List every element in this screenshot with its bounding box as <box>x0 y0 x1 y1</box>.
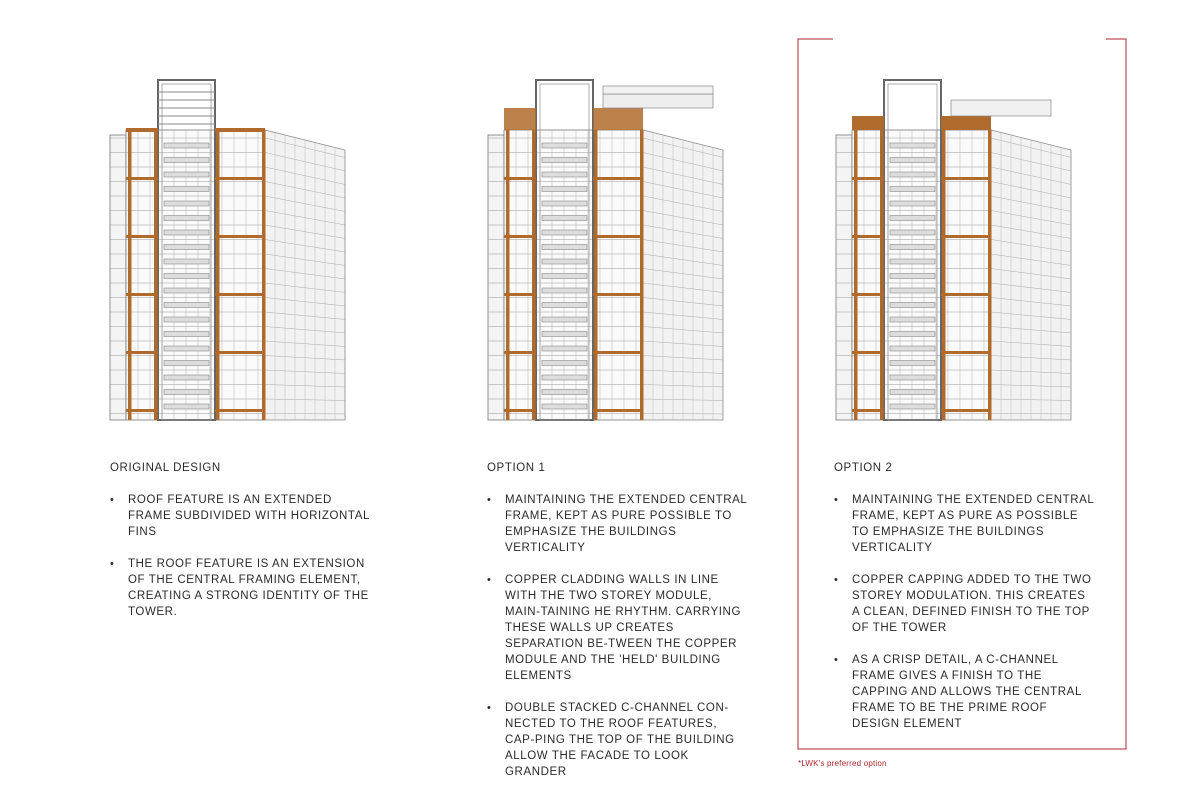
balcony <box>890 288 935 293</box>
balcony <box>164 361 209 366</box>
balcony <box>890 143 935 148</box>
balcony <box>542 259 587 264</box>
copper-roof-band <box>126 128 158 132</box>
copper-band <box>215 235 265 238</box>
balcony <box>542 143 587 148</box>
copper-band <box>852 235 884 238</box>
copper-band <box>215 293 265 296</box>
column-heading: OPTION 1 <box>487 460 749 476</box>
copper-pier <box>988 130 992 420</box>
balcony <box>890 303 935 308</box>
balcony <box>890 375 935 380</box>
copper-pier <box>640 130 644 420</box>
balcony <box>542 346 587 351</box>
bullet-item: • THE ROOF FEATURE IS AN EXTENSION OF THE CENTRAL FRAMING ELEMENT, CREATING A STRONG IDENTITY OF THE TOWER. <box>110 556 370 620</box>
balcony <box>542 361 587 366</box>
copper-band <box>852 409 884 412</box>
balcony <box>164 187 209 192</box>
copper-band <box>504 293 536 296</box>
copper-band <box>941 351 991 354</box>
copper-pier <box>594 130 598 420</box>
bullet-item: • COPPER CAPPING ADDED TO THE TWO STOREY MODULATION. THIS CREATES A CLEAN, DEFINED FINISH TO THE TOP OF THE TOWER <box>834 572 1096 636</box>
copper-band <box>504 177 536 180</box>
copper-band <box>215 177 265 180</box>
balcony <box>164 288 209 293</box>
copper-band <box>593 177 643 180</box>
balcony <box>890 187 935 192</box>
copper-band <box>126 409 158 412</box>
caption-option-1 <box>487 460 749 796</box>
balcony <box>542 187 587 192</box>
balcony <box>542 230 587 235</box>
column-heading: OPTION 2 <box>834 460 1096 476</box>
copper-pier <box>532 130 536 420</box>
balcony <box>542 288 587 293</box>
balcony <box>164 375 209 380</box>
balcony <box>890 274 935 279</box>
copper-band <box>126 293 158 296</box>
balcony <box>890 216 935 221</box>
copper-band <box>593 351 643 354</box>
balcony <box>890 245 935 250</box>
balcony <box>890 158 935 163</box>
copper-band <box>941 409 991 412</box>
balcony <box>164 230 209 235</box>
balcony <box>164 303 209 308</box>
balcony <box>890 317 935 322</box>
copper-band <box>215 409 265 412</box>
copper-band <box>941 293 991 296</box>
copper-capping <box>852 116 884 130</box>
balcony <box>542 216 587 221</box>
balcony <box>890 201 935 206</box>
copper-band <box>852 177 884 180</box>
balcony <box>164 245 209 250</box>
bullet-item: • MAINTAINING THE EXTENDED CENTRAL FRAME, KEPT AS PURE POSSIBLE TO EMPHASIZE THE BUILDINGS VERTICALITY <box>487 492 749 556</box>
balcony <box>164 172 209 177</box>
balcony <box>542 303 587 308</box>
balcony <box>164 390 209 395</box>
tower-rendering-option-2 <box>826 70 1086 425</box>
balcony <box>890 404 935 409</box>
copper-pier <box>506 130 510 420</box>
copper-pier <box>942 130 946 420</box>
copper-band <box>504 351 536 354</box>
copper-roof-band <box>215 128 265 132</box>
c-channel <box>603 94 713 108</box>
facade-left <box>110 135 126 420</box>
balcony <box>164 332 209 337</box>
copper-pier <box>154 130 158 420</box>
copper-band <box>593 409 643 412</box>
balcony <box>890 332 935 337</box>
balcony <box>542 201 587 206</box>
balcony <box>164 201 209 206</box>
balcony <box>542 317 587 322</box>
balcony <box>542 390 587 395</box>
copper-band <box>126 177 158 180</box>
c-channel <box>603 86 713 94</box>
copper-capping <box>941 116 991 130</box>
caption-original <box>110 460 370 636</box>
copper-band <box>126 351 158 354</box>
balcony <box>890 230 935 235</box>
balcony <box>164 317 209 322</box>
copper-band <box>504 409 536 412</box>
caption-option-2 <box>834 460 1096 748</box>
balcony <box>542 274 587 279</box>
copper-pier <box>216 130 220 420</box>
preferred-option-note: *LWK's preferred option <box>798 759 887 768</box>
copper-band <box>593 293 643 296</box>
balcony <box>164 216 209 221</box>
column-heading: ORIGINAL DESIGN <box>110 460 370 476</box>
balcony <box>164 346 209 351</box>
copper-pier <box>854 130 858 420</box>
copper-roof-wall <box>504 108 536 130</box>
balcony <box>164 158 209 163</box>
balcony <box>542 245 587 250</box>
copper-band <box>504 235 536 238</box>
copper-band <box>126 235 158 238</box>
copper-pier <box>262 130 266 420</box>
copper-roof-wall <box>593 108 643 130</box>
c-channel <box>951 100 1051 116</box>
copper-pier <box>880 130 884 420</box>
tower-rendering-option-1 <box>478 70 738 425</box>
balcony <box>164 404 209 409</box>
bullet-item: • MAINTAINING THE EXTENDED CENTRAL FRAME, KEPT AS PURE AS POSSIBLE TO EMPHASIZE THE BUILDINGS VERTICALITY <box>834 492 1096 556</box>
copper-pier <box>128 130 132 420</box>
facade-left <box>836 135 852 420</box>
balcony <box>542 332 587 337</box>
bullet-item: • DOUBLE STACKED C-CHANNEL CON-NECTED TO THE ROOF FEATURES, CAP-PING THE TOP OF THE BUILDING ALLOW THE FACADE TO LOOK GRANDER <box>487 700 749 780</box>
balcony <box>542 172 587 177</box>
bullet-item: • COPPER CLADDING WALLS IN LINE WITH THE TWO STOREY MODULE, MAIN-TAINING HE RHYTHM. CARRYING THESE WALLS UP CREATES SEPARATION BE-TWEEN THE COPPER MODULE AND THE 'HELD' BUILDING ELEMENTS <box>487 572 749 684</box>
copper-band <box>215 351 265 354</box>
balcony <box>890 172 935 177</box>
balcony <box>890 361 935 366</box>
bullet-item: • ROOF FEATURE IS AN EXTENDED FRAME SUBDIVIDED WITH HORIZONTAL FINS <box>110 492 370 540</box>
bullet-item: • AS A CRISP DETAIL, A C-CHANNEL FRAME GIVES A FINISH TO THE CAPPING AND ALLOWS THE CENTRAL FRAME TO BE THE PRIME ROOF DESIGN ELEMENT <box>834 652 1096 732</box>
tower-rendering-original <box>100 70 360 425</box>
balcony <box>890 259 935 264</box>
bullet-list <box>110 492 370 620</box>
balcony <box>542 158 587 163</box>
facade-left <box>488 135 504 420</box>
copper-band <box>941 235 991 238</box>
balcony <box>890 390 935 395</box>
bullet-list <box>487 492 749 780</box>
balcony <box>164 274 209 279</box>
balcony <box>164 143 209 148</box>
copper-band <box>941 177 991 180</box>
bullet-list <box>834 492 1096 732</box>
copper-band <box>852 351 884 354</box>
balcony <box>542 404 587 409</box>
balcony <box>542 375 587 380</box>
balcony <box>890 346 935 351</box>
balcony <box>164 259 209 264</box>
copper-band <box>593 235 643 238</box>
copper-band <box>852 293 884 296</box>
